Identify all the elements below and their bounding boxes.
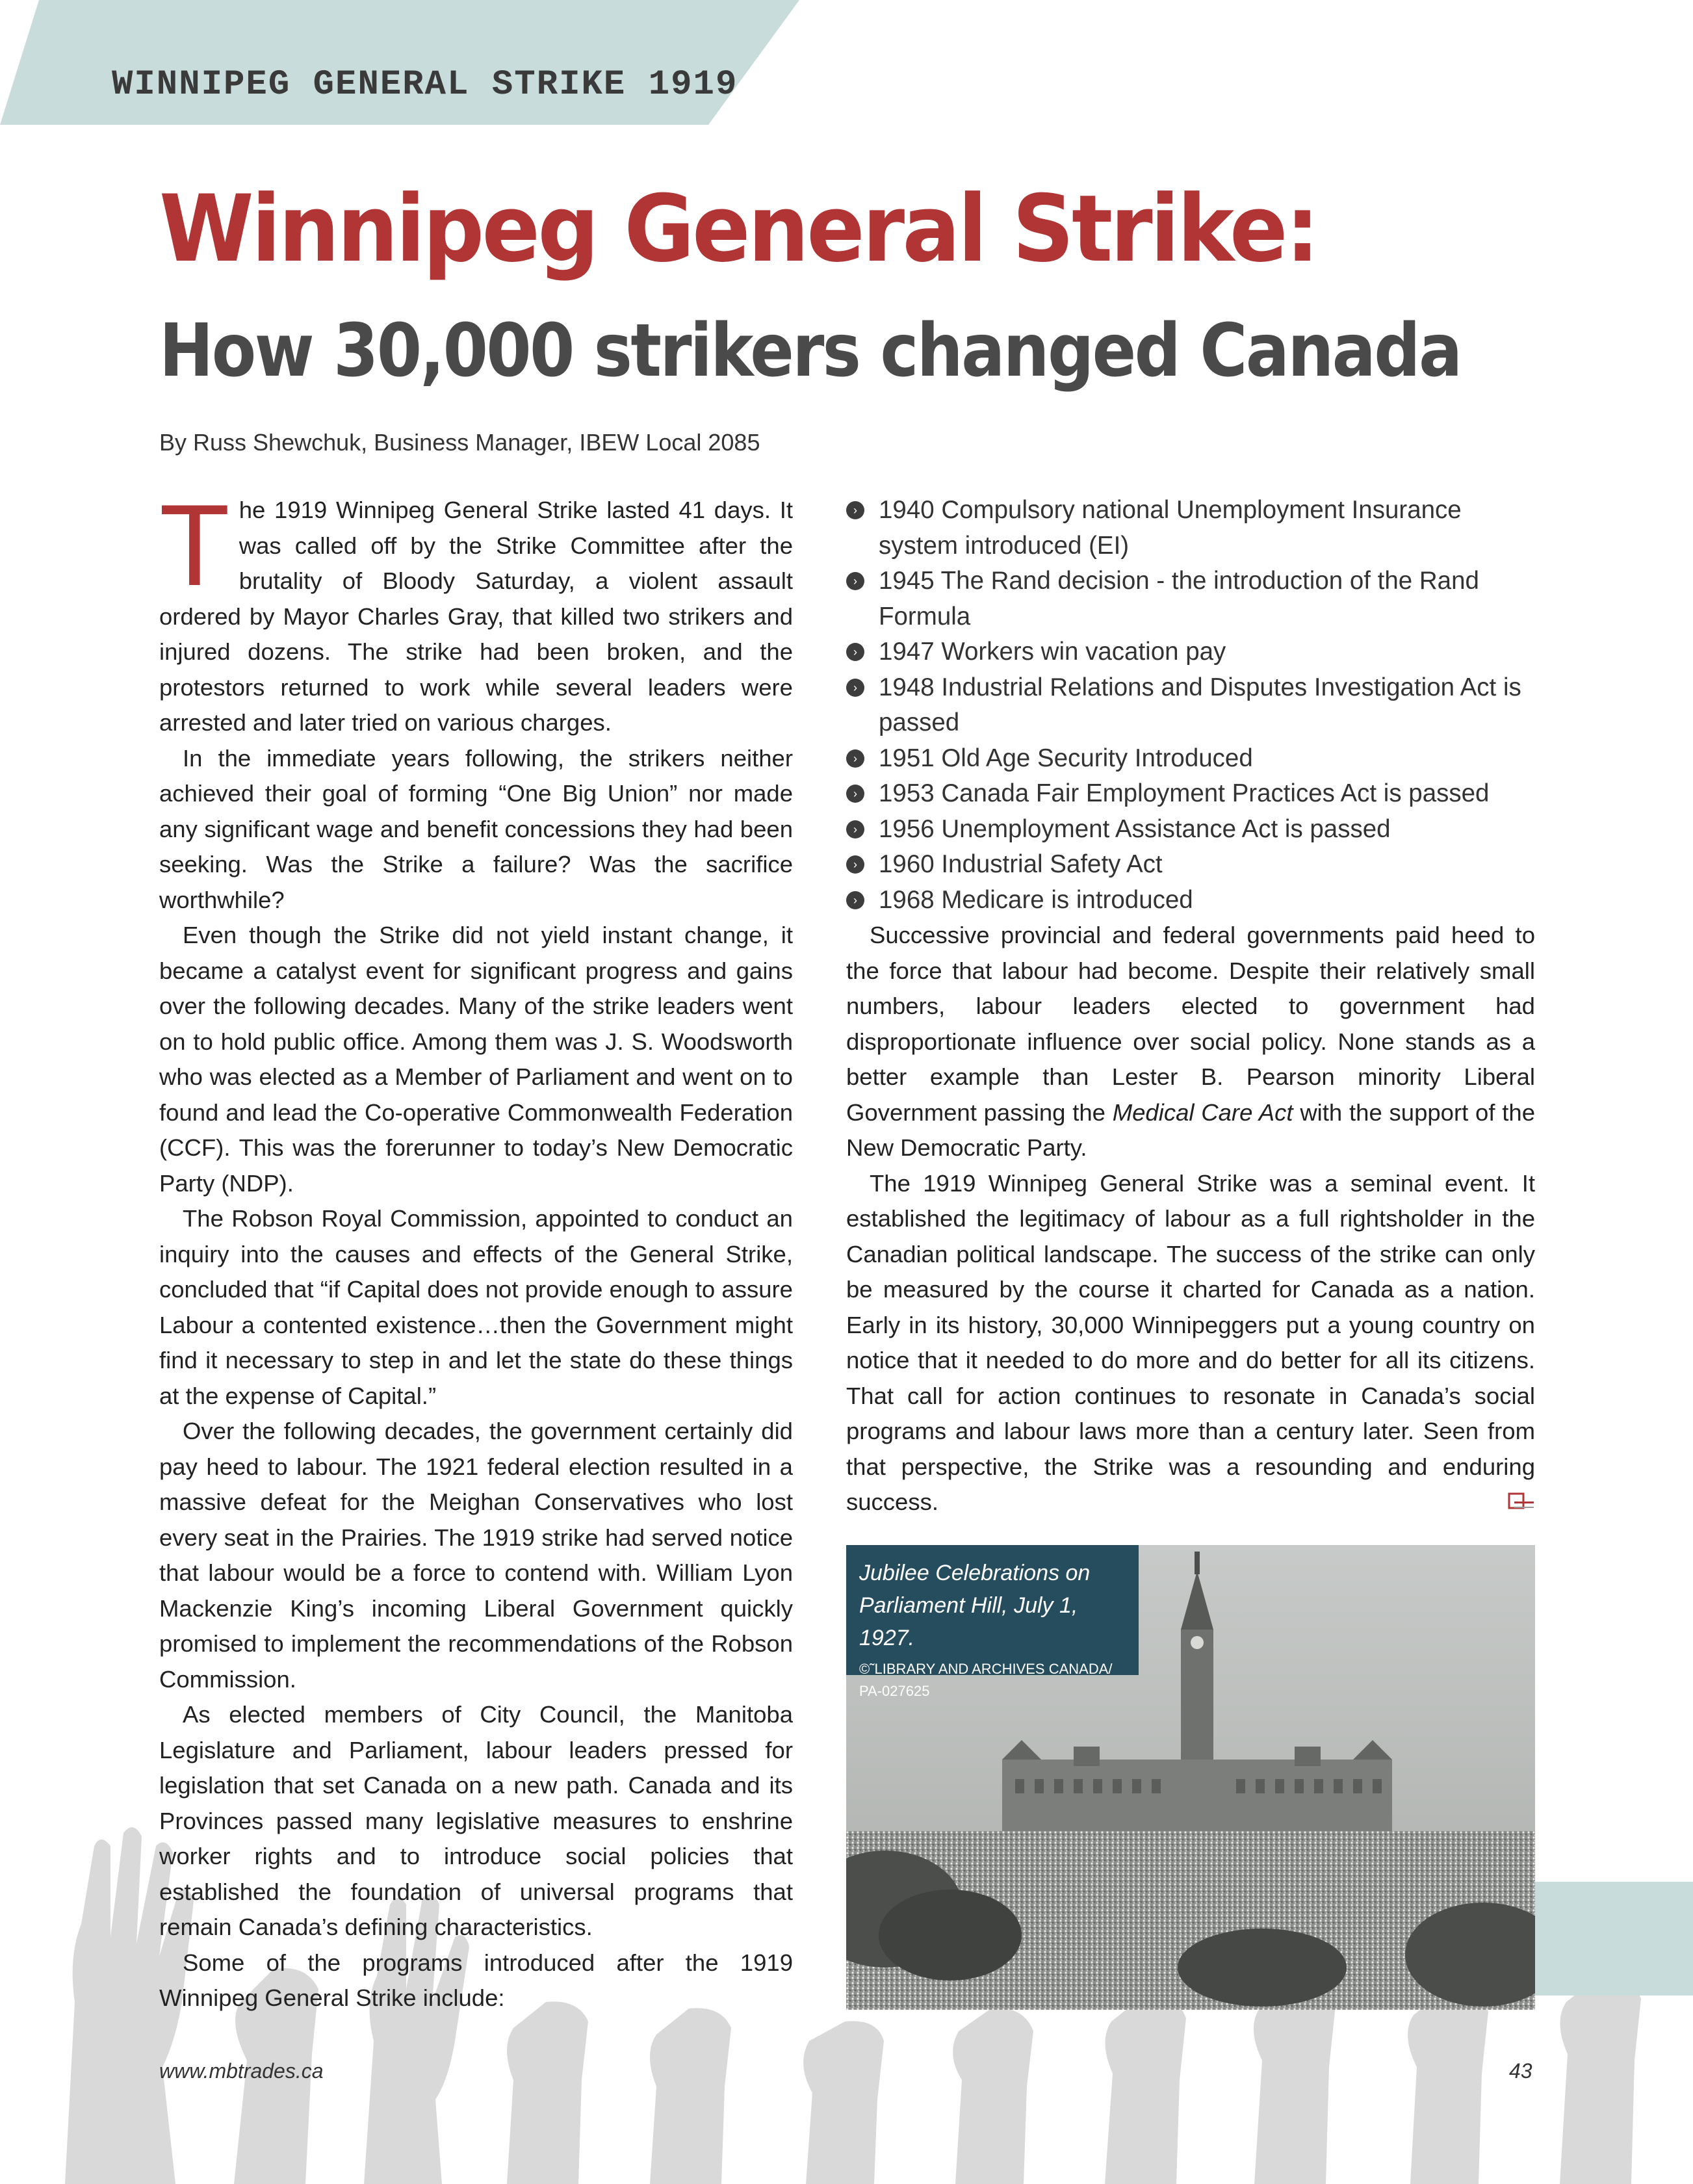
programs-list <box>846 493 1535 918</box>
section-banner <box>0 0 799 125</box>
paragraph-1: The 1919 Winnipeg General Strike lasted 41 days. It was called off by the Strike Committee after the brutality of Bloody Saturday, a violent assault ordered by Mayor Charles Gray, that killed two strikers and injured dozens. The strike had been broken, and the protestors returned to work while several leaders were arrested and later tried on various charges. <box>159 480 793 736</box>
arrow-bullet-icon: › <box>846 643 864 661</box>
paragraph-6: As elected members of City Council, the Manitoba Legislature and Parliament, labour leaders pressed for legislation that set Canada on a new path. Canada and its Provinces passed many legislative measures to enshrine worker rights and to introduce social policies that established the foundation of universal programs that remain Canada’s defining characteristics. <box>159 1701 793 1940</box>
page-number: 43 <box>1509 2059 1532 2083</box>
parliament-hill-photo <box>846 1545 1535 2010</box>
paragraph-5: Over the following decades, the government certainly did pay heed to labour. The 1921 federal election resulted in a massive defeat for the Meighan Conservatives who lost every seat in the Prairies. The 1919 strike had served notice that labour would be a force to contend with. William Lyon Mackenzie King’s incoming Liberal Government quickly promised to implement the recommendations of the Robson Commission. <box>159 1418 793 1693</box>
list-item: › 1968 Medicare is introduced <box>846 883 1535 918</box>
article-subtitle: How 30,000 strikers changed Canada <box>159 309 1461 393</box>
arrow-bullet-icon: › <box>846 501 864 519</box>
article-title: Winnipeg General Strike: <box>159 176 1317 283</box>
photo-caption: Jubilee Celebrations on Parliament Hill, July 1, 1927. <box>859 1561 1091 1650</box>
paragraph-9: The 1919 Winnipeg General Strike was a seminal event. It established the legitimacy of labour as a full rightsholder in the Canadian political landscape. The success of the strike can only be measured by the course it charted for Canada as a nation. Early in its history, 30,000 Winnipeggers put a young country on notice that it needed to do more and do better for all its citizens. That call for action continues to resonate in Canada’s social programs and labour laws more than a century later. Seen from that perspective, the Strike was a resounding and enduring success. <box>846 1169 1535 1515</box>
paragraph-2: In the immediate years following, the strikers neither achieved their goal of forming “One Big Union” nor made any significant wage and benefit concessions they had been seeking. Was the Strike a failure? Was the sacrifice worthwhile? <box>159 744 793 913</box>
right-column <box>846 493 1535 1520</box>
byline: By Russ Shewchuk, Business Manager, IBEW Local 2085 <box>159 429 760 456</box>
paragraph-8: Successive provincial and federal governments paid heed to the force that labour had become. Despite their relatively small numbers, labour leaders elected to government had disproportionate influence over social policy. None stands as a better example than Lester B. Pearson minority Liberal Government passing the Medical Care Act with the support of the New Democratic Party. <box>846 922 1535 1161</box>
list-item: › 1948 Industrial Relations and Disputes Investigation Act is passed <box>846 670 1535 741</box>
paragraph-4: The Robson Royal Commission, appointed to conduct an inquiry into the causes and effects of the General Strike, concluded that “if Capital does not provide enough to assure Labour a contented existence…then the Government might find it necessary to step in and let the state do these things at the expense of Capital.” <box>159 1205 793 1409</box>
arrow-bullet-icon: › <box>846 891 864 909</box>
photo-caption-box <box>846 1545 1139 1699</box>
arrow-bullet-icon: › <box>846 749 864 768</box>
photo-credit: ©˜LIBRARY AND ARCHIVES CANADA/ PA-027625 <box>859 1661 1113 1699</box>
arrow-bullet-icon: › <box>846 679 864 697</box>
list-item: › 1960 Industrial Safety Act <box>846 847 1535 883</box>
list-item: › 1951 Old Age Security Introduced <box>846 741 1535 777</box>
list-item: › 1945 The Rand decision - the introduction of the Rand Formula <box>846 564 1535 634</box>
left-column <box>159 480 793 2016</box>
list-item: › 1947 Workers win vacation pay <box>846 634 1535 670</box>
arrow-bullet-icon: › <box>846 820 864 838</box>
arrow-bullet-icon: › <box>846 855 864 874</box>
list-item: › 1940 Compulsory national Unemployment Insurance system introduced (EI) <box>846 493 1535 564</box>
arrow-bullet-icon: › <box>846 572 864 590</box>
end-mark-icon <box>1508 1492 1535 1512</box>
footer-url: www.mbtrades.ca <box>159 2059 324 2083</box>
paragraph-7: Some of the programs introduced after the 1919 Winnipeg General Strike include: <box>159 1949 793 2011</box>
section-label: WINNIPEG GENERAL STRIKE 1919 <box>112 65 738 105</box>
arrow-bullet-icon: › <box>846 785 864 803</box>
drop-cap: T <box>159 480 230 610</box>
list-item: › 1953 Canada Fair Employment Practices Act is passed <box>846 776 1535 812</box>
list-item: › 1956 Unemployment Assistance Act is passed <box>846 812 1535 848</box>
paragraph-3: Even though the Strike did not yield instant change, it became a catalyst event for significant progress and gains over the following decades. Many of the strike leaders went on to hold public office. Among them was J. S. Woodsworth who was elected as a Member of Parliament and went on to found and lead the Co-operative Commonwealth Federation (CCF). This was the forerunner to today’s New Democratic Party (NDP). <box>159 922 793 1197</box>
